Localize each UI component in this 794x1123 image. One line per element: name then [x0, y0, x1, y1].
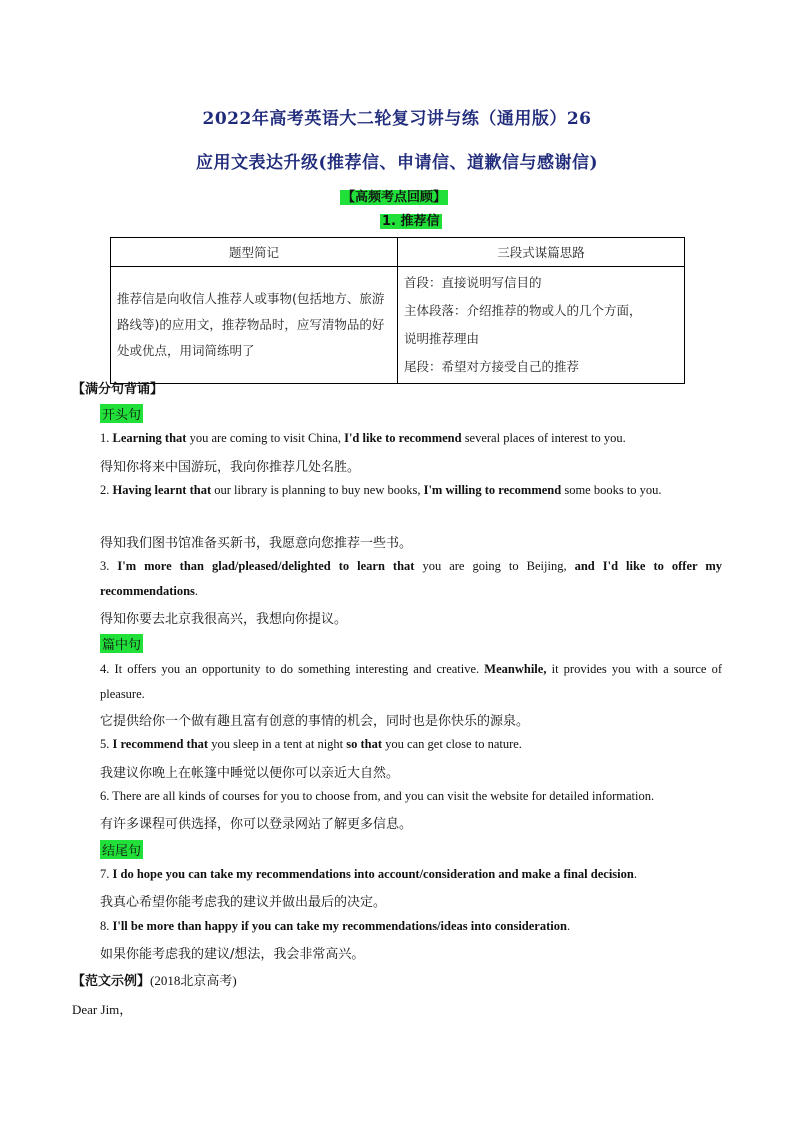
key-phrase: if you can take my recommendations/ideas into consideration — [241, 919, 567, 933]
document-subtitle: 应用文表达升级(推荐信、申请信、道歉信与感谢信) — [195, 153, 599, 173]
sentence-text: . — [566, 919, 571, 933]
table-header-cell: 三段式谋篇思路 — [398, 238, 685, 267]
sentence-4-translation: 它提供给你一个做有趣且富有创意的事情的机会，同时也是你快乐的源泉。 — [100, 714, 530, 729]
tag-middle: 篇中句 — [100, 634, 143, 653]
tag-ending: 结尾句 — [100, 840, 143, 859]
summary-table — [110, 237, 685, 384]
key-phrase: Having learnt that — [112, 483, 212, 497]
table-cell-description: 推荐信是向收信人推荐人或事物(包括地方、旅游路线等)的应用文，推荐物品时，应写清物品的好处或优点，用词简练明了 — [111, 267, 398, 384]
sentence-8 — [72, 914, 722, 939]
sentence-5 — [72, 732, 722, 757]
structure-line: 首段：直接说明写信目的 — [404, 275, 542, 290]
sentence-number: 5. — [100, 737, 113, 751]
section-heading-example — [72, 970, 237, 989]
sentence-5-translation: 我建议你晚上在帐篷中睡觉以便你可以亲近大自然。 — [100, 766, 400, 781]
key-phrase: and I'd like to offer my recommendations — [100, 559, 722, 598]
sentence-text: 6. There are all kinds of courses for you to choose from, and you can visit the website for detailed information. — [100, 789, 655, 803]
structure-line: 主体段落：介绍推荐的物或人的几个方面， — [404, 303, 642, 318]
sentence-3-translation: 得知你要去北京我很高兴，我想向你提议。 — [100, 612, 348, 627]
section-heading-review — [340, 186, 448, 205]
key-phrase: so that — [346, 737, 383, 751]
review-heading-text: 【高频考点回顾】 — [342, 190, 447, 205]
sentence-number: 8. — [100, 919, 113, 933]
sentence-number: 7. — [100, 867, 113, 881]
key-phrase: I'd like to recommend — [344, 431, 462, 445]
section-heading-sentences: 【满分句背诵】 — [72, 382, 164, 397]
tag-opening: 开头句 — [100, 404, 143, 423]
sentence-number: 2. — [100, 483, 113, 497]
example-source: (2018北京高考) — [150, 973, 237, 988]
sentence-number: 4. — [100, 662, 115, 676]
sentence-6-translation: 有许多课程可供选择，你可以登录网站了解更多信息。 — [100, 817, 413, 832]
sentence-text: our library is planning to buy new books, — [211, 483, 424, 497]
sentence-1-translation: 得知你将来中国游玩，我向你推荐几处名胜。 — [100, 460, 361, 475]
sentence-text: you can get close to nature. — [382, 737, 522, 751]
sentence-text: some books to you. — [561, 483, 662, 497]
table-row — [111, 267, 685, 384]
key-phrase: Learning that — [112, 431, 187, 445]
sentence-text: you sleep in a tent at night — [208, 737, 347, 751]
key-phrase: I'm more than glad/pleased/delighted to learn that — [117, 559, 415, 573]
sentence-text: you are coming to visit China, — [186, 431, 345, 445]
sentence-text: you are going to Beijing, — [414, 559, 575, 573]
sentence-number: 3. — [100, 559, 118, 573]
sentence-text: It offers you an opportunity to do something interesting and creative. — [114, 662, 485, 676]
document-title: 2022年高考英语大二轮复习讲与练（通用版）26 — [202, 109, 592, 129]
sentence-8-translation: 如果你能考虑我的建议/想法，我会非常高兴。 — [100, 947, 365, 962]
subsection-heading-text: 1. 推荐信 — [382, 214, 440, 229]
table-header-cell: 题型简记 — [111, 238, 398, 267]
table-cell-structure — [398, 267, 685, 384]
key-phrase: Meanwhile, — [484, 662, 547, 676]
sentence-7 — [72, 862, 722, 887]
sentence-text: . — [194, 584, 199, 598]
letter-salutation: Dear Jim， — [72, 1002, 133, 1017]
sentence-text: it provides you with a source of pleasure. — [100, 662, 722, 701]
sentence-2-translation: 得知我们图书馆准备买新书，我愿意向您推荐一些书。 — [100, 536, 413, 551]
structure-line: 说明推荐理由 — [404, 331, 480, 346]
sentence-text: . — [633, 867, 637, 881]
subsection-heading-recommendation — [380, 210, 442, 229]
key-phrase: I do hope you can take my recommendations into account/consideration and make a final decision — [112, 867, 634, 881]
key-phrase: I'm willing to recommend — [423, 483, 562, 497]
key-phrase: I recommend that — [112, 737, 209, 751]
key-phrase: I'll be more than happy — [112, 919, 238, 933]
sentence-3 — [72, 554, 722, 604]
sentence-number: 1. — [100, 431, 113, 445]
table-header-row — [111, 238, 685, 267]
sentence-1 — [72, 426, 722, 451]
sentence-2 — [72, 478, 722, 503]
example-heading-text: 【范文示例】 — [72, 974, 151, 989]
structure-line: 尾段：希望对方接受自己的推荐 — [404, 359, 580, 374]
sentence-4 — [72, 657, 722, 707]
sentence-6 — [72, 784, 722, 809]
sentence-7-translation: 我真心希望你能考虑我的建议并做出最后的决定。 — [100, 895, 387, 910]
sentence-text: several places of interest to you. — [461, 431, 626, 445]
